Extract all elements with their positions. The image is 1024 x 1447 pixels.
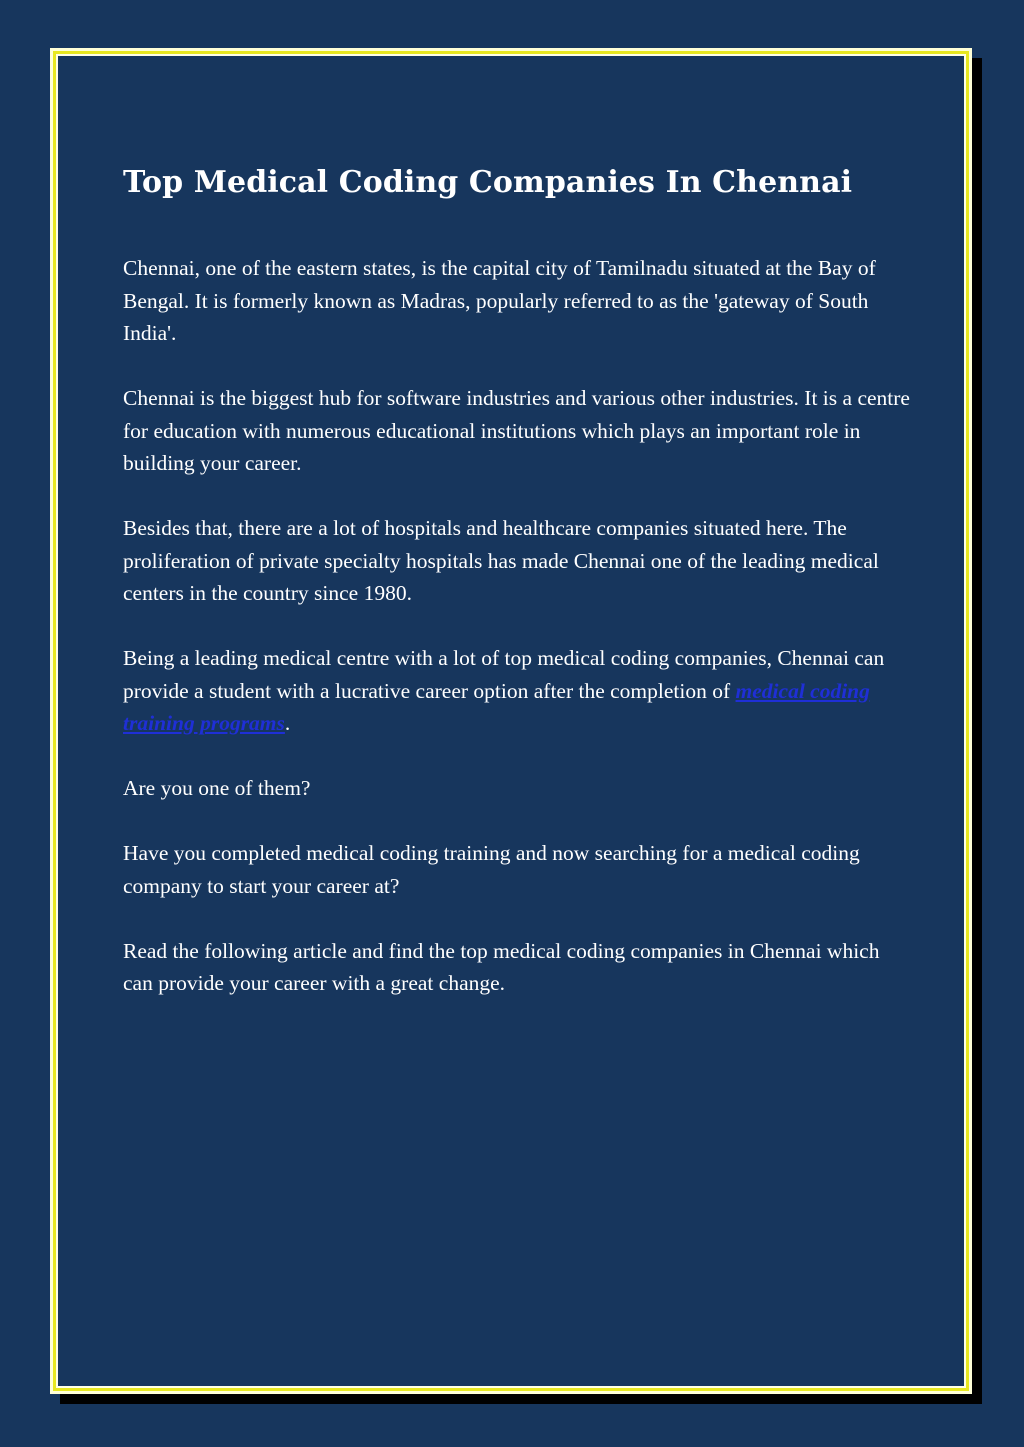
paragraph-intro: Chennai, one of the eastern states, is the capital city of Tamilnadu situated at the Bay of Bengal. It is formerly known as Madras, popularly referred to as the 'gateway of South India'. (123, 256, 876, 345)
page-frame (50, 48, 972, 1394)
page-content (58, 56, 964, 1386)
paragraph-read-article: Read the following article and find the top medical coding companies in Chennai which can provide your career with a great change. (123, 938, 880, 995)
page-border (53, 51, 969, 1391)
paragraph-career-text: Being a leading medical centre with a lot of top medical coding companies, Chennai can provide a student with a lucrative career option after the completion of (123, 646, 885, 703)
paragraph-career-end: . (284, 711, 291, 735)
page-title: Top Medical Coding Companies In Chennai (123, 165, 853, 200)
medical-coding-training-link[interactable]: medical coding training programs (123, 678, 870, 735)
paragraph-completed: Have you completed medical coding training and now searching for a medical coding company to start your career at? (123, 841, 860, 898)
paragraph-question: Are you one of them? (123, 776, 311, 800)
paragraph-hub: Chennai is the biggest hub for software industries and various other industries. It is a centre for education with numerous educational institutions which plays an important role in building your career. (123, 386, 910, 475)
paragraph-career (123, 642, 913, 740)
article-body (123, 252, 913, 1032)
paragraph-hospitals: Besides that, there are a lot of hospitals and healthcare companies situated here. The proliferation of private specialty hospitals has made Chennai one of the leading medical centers in the country since 1980. (123, 516, 879, 605)
